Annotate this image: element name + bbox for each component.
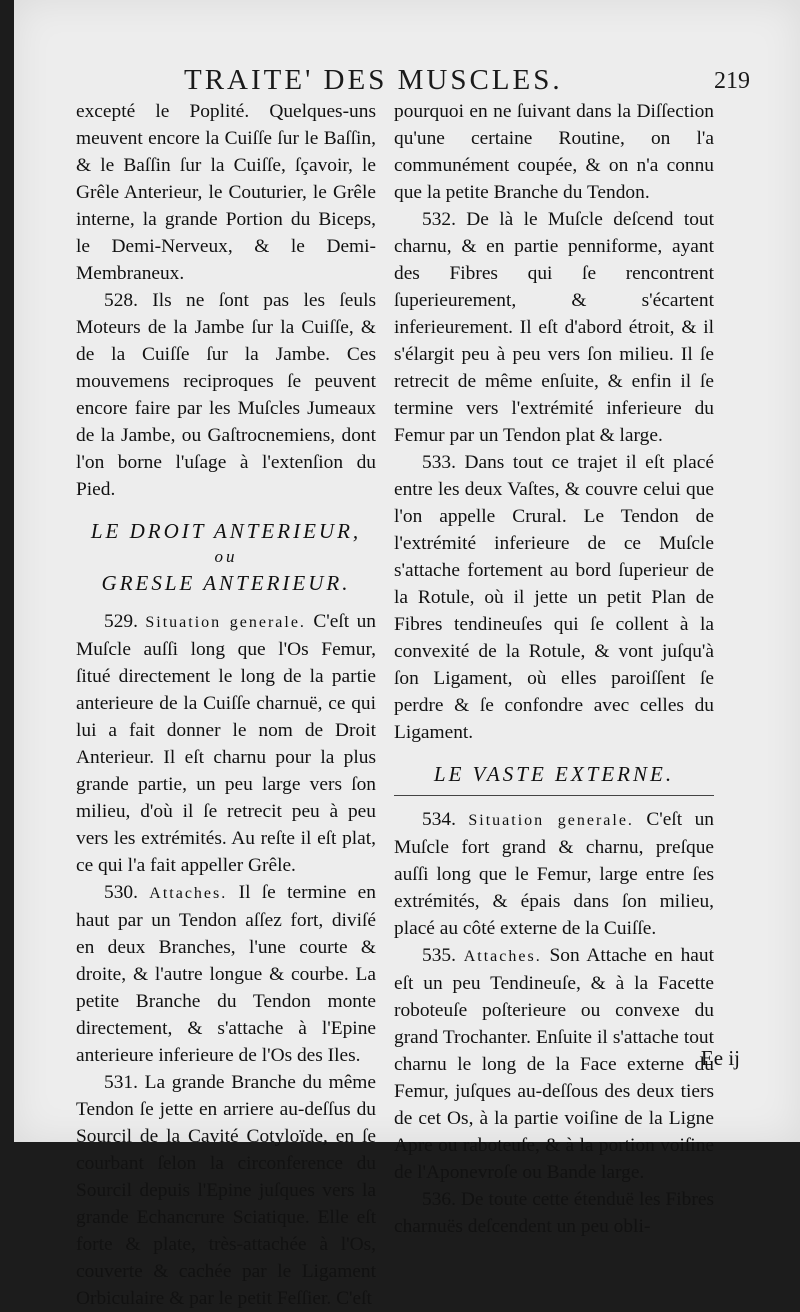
heading-line: LE VASTE EXTERNE. [433,762,675,786]
heading-line-1: LE DROIT ANTERIEUR, [90,519,362,543]
paragraph-label: Situation generale. [145,614,306,631]
paragraph-text: C'eſt un Muſcle auſſi long que l'Os Femur, ſitué directement le long de la partie anterieure de la Cuiſſe charnuë, ce qui lui a fait donner le nom de Droit Anterieur. Il eſt charnu pour la plus grande partie, un peu large vers ſon milieu, d'où il ſe retrecit peu à peu vers les extrémités. Au reſte il eſt plat, ce qui l'a fait appeller Grêle. [76,611,376,876]
heading-line-2: GRESLE ANTERIEUR. [101,571,351,595]
paragraph-528: 528. Ils ne ſont pas les ſeuls Moteurs de la Jambe ſur la Cuiſſe, & de la Cuiſſe ſur la Jambe. Ces mouvemens reciproques ſe peuvent encore faire par les Muſcles Jumeaux de la Jambe, ou Gaſtrocnemiens, dont l'on borne l'uſage à l'extenſion du Pied. [76,290,376,500]
running-title: TRAITE' DES MUSCLES. [184,64,563,96]
paragraph-text: Son Attache en haut eſt un peu Tendineuſe, & à la Facette roboteuſe poſterieure ou convexe du grand Trochanter. Enſuite il s'attache tout charnu le long de la Face externe du Femur, juſques au-deſſous des deux tiers de cet Os, à la partie voiſine de la Ligne Apre ou raboteuſe, & à la portion voiſine de l'Aponevroſe ou Bande large. [394,945,714,1183]
paragraph-531: 531. La grande Branche du même Tendon ſe jette en arriere au-deſſus du Sourcil de la Cavité Cotyloïde, en ſe courbant ſelon la circonference du Sourcil depuis l'Epine juſques vers la grande Echancrure Sciatique. Elle eſt forte & plate, très-attachée à l'Os, couverte & cachée par le Ligament Orbiculaire & par le petit Feſſier. C'eſt [76,1072,376,1309]
paragraph-530 [76,879,376,1069]
paragraph-number: 529. [104,611,138,632]
left-column [76,98,376,1312]
paragraph-text: Il ſe termine en haut par un Tendon aſſez fort, diviſé en deux Branches, l'une courte & droite, & l'autre longue & courbe. La petite Branche du Tendon monte directement, & s'attache à l'Epine anterieure inferieure de l'Os des Iles. [76,882,376,1066]
paragraph-536: 536. De toute cette étenduë les Fibres charnuës deſcendent un peu obli- [394,1189,714,1237]
paragraph: pourquoi en ne ſuivant dans la Diſſection qu'une certaine Routine, on l'a communément coupée, & on n'a connu que la petite Branche du Tendon. [394,101,714,203]
heading-or: ou [214,547,238,566]
section-heading-droit-anterieur [76,516,376,598]
heading-rule [394,795,714,796]
paragraph: excepté le Poplité. Quelques-uns meuvent encore la Cuiſſe ſur le Baſſin, & le Baſſin ſur la Cuiſſe, ſçavoir, le Grêle Anterieur, le Couturier, le Grêle interne, la grande Portion du Biceps, le Demi-Nerveux, & le Demi-Membraneux. [76,101,376,284]
paragraph-533: 533. Dans tout ce trajet il eſt placé entre les deux Vaſtes, & couvre celui que l'on appelle Crural. Le Tendon de l'extrémité inferieure de ce Muſcle s'attache fortement au bord ſuperieur de la Rotule, où il jette un petit Plan de Fibres tendineuſes qui ſe collent à la convexité de la Rotule, & vont juſqu'à ſon Ligament, où elles paroiſſent ſe perdre & ſe confondre avec celles du Ligament. [394,452,714,743]
page-number: 219 [714,68,750,94]
paragraph-label: Attaches. [149,885,228,902]
paragraph-535 [394,942,714,1186]
right-column [394,98,714,1240]
book-page [14,0,800,1309]
paragraph-534 [394,806,714,942]
paragraph-text: C'eſt un Muſcle fort grand & charnu, preſque auſſi long que le Femur, large entre ſes extrémités, & épais dans ſon milieu, placé au côté externe de la Cuiſſe. [394,809,714,939]
paragraph-529 [76,608,376,879]
paragraph-532: 532. De là le Muſcle deſcend tout charnu, & en partie penniforme, ayant des Fibres qui ſe rencontrent ſuperieurement, & s'écartent inferieurement. Il eſt d'abord étroit, & il s'élargit peu à peu vers ſon milieu. Il ſe retrecit de même enſuite, & enfin il ſe termine vers l'extrémité inferieure du Femur par un Tendon plat & large. [394,209,714,446]
paragraph-number: 535. [422,945,456,966]
paragraph-number: 534. [422,809,456,830]
paragraph-label: Situation generale. [468,812,634,829]
paragraph-label: Attaches. [463,948,542,965]
section-heading-vaste-externe [394,759,714,796]
signature-mark: Ee ij [700,1046,740,1070]
paragraph-number: 530. [104,882,138,903]
